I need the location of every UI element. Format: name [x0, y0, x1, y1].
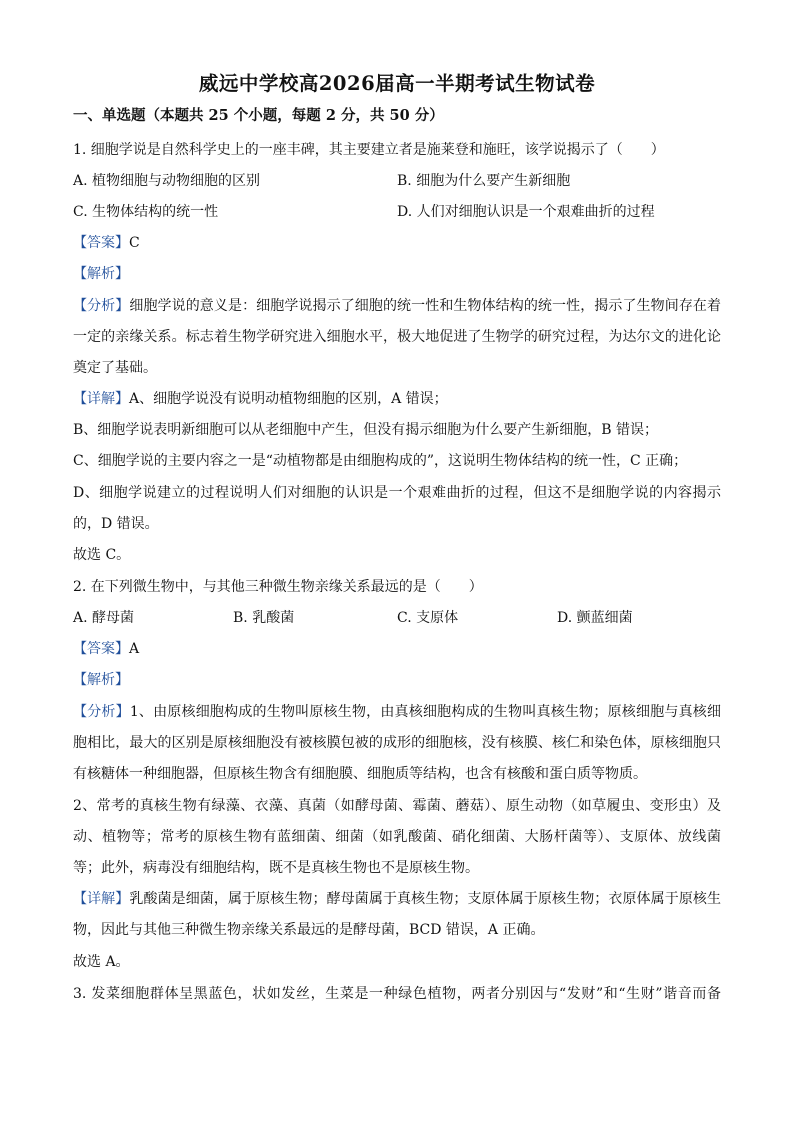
q2-fenxi-line-1	[73, 702, 721, 722]
page-title: 威远中学校高2026届高一半期考试生物试卷	[198, 72, 596, 95]
q2-option-b: B. 乳酸菌	[233, 610, 295, 626]
q1-option-c: C. 生物体结构的统一性	[73, 204, 219, 220]
q2-fenxi-line-6: 等；此外，病毒没有细胞结构，既不是真核生物也不是原核生物。	[73, 860, 479, 876]
q1-fenxi-line-1	[73, 296, 721, 316]
q1-analysis-tag: 【解析】	[73, 266, 129, 282]
answer-tag: 【答案】	[73, 235, 129, 251]
q1-option-b: B. 细胞为什么要产生新细胞	[397, 173, 571, 189]
q1-xiangjie-line-5: 的，D 错误。	[73, 516, 159, 532]
fenxi-tag: 【分析】	[73, 298, 130, 314]
q2-fenxi-line-3: 有核糖体一种细胞器，但原核生物含有细胞膜、细胞质等结构，也含有核酸和蛋白质等物质。	[73, 766, 647, 782]
q2-conclusion: 故选 A。	[73, 954, 130, 970]
q1-xiangjie-line-3: C、细胞学说的主要内容之一是“动植物都是由细胞构成的”，这说明生物体结构的统一性，C 正确；	[73, 453, 688, 469]
q1-xiangjie-line-2: B、细胞学说表明新细胞可以从老细胞中产生，但没有揭示细胞为什么要产生新细胞，B 错误；	[73, 422, 659, 438]
q1-option-d: D. 人们对细胞认识是一个艰难曲折的过程	[397, 204, 655, 220]
q2-xiangjie-line-2: 物，因此与其他三种微生物亲缘关系最远的是酵母菌，BCD 错误，A 正确。	[73, 922, 545, 938]
q1-stem: 1. 细胞学说是自然科学史上的一座丰碑，其主要建立者是施莱登和施旺，该学说揭示了（ ）	[73, 142, 665, 158]
fenxi-text: 1、由原核细胞构成的生物叫原核生物，由真核细胞构成的生物叫真核生物；原核细胞与真核细	[129, 704, 722, 720]
answer-value: A	[129, 641, 140, 657]
xiangjie-tag: 【详解】	[73, 391, 129, 407]
q1-conclusion: 故选 C。	[73, 547, 131, 563]
answer-value: C	[129, 235, 140, 251]
q2-option-d: D. 颤蓝细菌	[557, 610, 633, 626]
q2-xiangjie-line-1	[73, 889, 721, 909]
q2-fenxi-line-2: 胞相比，最大的区别是原核细胞没有被核膜包被的成形的细胞核，没有核膜、核仁和染色体，原核细胞只	[73, 735, 721, 751]
answer-tag: 【答案】	[73, 641, 129, 657]
q2-fenxi-line-4: 2、常考的真核生物有绿藻、衣藻、真菌（如酵母菌、霉菌、蘑菇）、原生动物（如草履虫、变形虫）及	[73, 798, 721, 814]
q2-option-a: A. 酵母菌	[73, 610, 135, 626]
q2-analysis-tag: 【解析】	[73, 672, 129, 688]
xiangjie-text: 乳酸菌是细菌，属于原核生物；酵母菌属于真核生物；支原体属于原核生物；衣原体属于原核生	[129, 891, 722, 907]
xiangjie-text: A、细胞学说没有说明动植物细胞的区别，A 错误；	[129, 391, 448, 407]
fenxi-text: 细胞学说的意义是：细胞学说揭示了细胞的统一性和生物体结构的统一性，揭示了生物间存在着	[129, 298, 722, 314]
q1-fenxi-line-2: 一定的亲缘关系。标志着生物学研究进入细胞水平，极大地促进了生物学的研究过程，为达尔文的进化论	[73, 329, 721, 345]
q1-answer	[73, 233, 140, 253]
q2-fenxi-line-5: 动、植物等；常考的原核生物有蓝细菌、细菌（如乳酸菌、硝化细菌、大肠杆菌等）、支原体、放线菌	[73, 829, 721, 845]
q1-option-a: A. 植物细胞与动物细胞的区别	[73, 173, 261, 189]
q1-xiangjie-line-4: D、细胞学说建立的过程说明人们对细胞的认识是一个艰难曲折的过程，但这不是细胞学说的内容揭示	[73, 485, 721, 501]
section-heading: 一、单选题（本题共 25 个小题，每题 2 分，共 50 分）	[73, 107, 444, 124]
q3-stem: 3. 发菜细胞群体呈黑蓝色，状如发丝，生菜是一种绿色植物，两者分别因与“发财”和“生财”谐音而备	[73, 986, 721, 1002]
fenxi-tag: 【分析】	[73, 704, 130, 720]
q1-fenxi-line-3: 奠定了基础。	[73, 360, 157, 376]
q2-answer	[73, 639, 139, 659]
q1-xiangjie-line-1	[73, 389, 448, 409]
q2-option-c: C. 支原体	[397, 610, 459, 626]
xiangjie-tag: 【详解】	[73, 891, 130, 907]
q2-stem: 2. 在下列微生物中，与其他三种微生物亲缘关系最远的是（ ）	[73, 579, 483, 595]
